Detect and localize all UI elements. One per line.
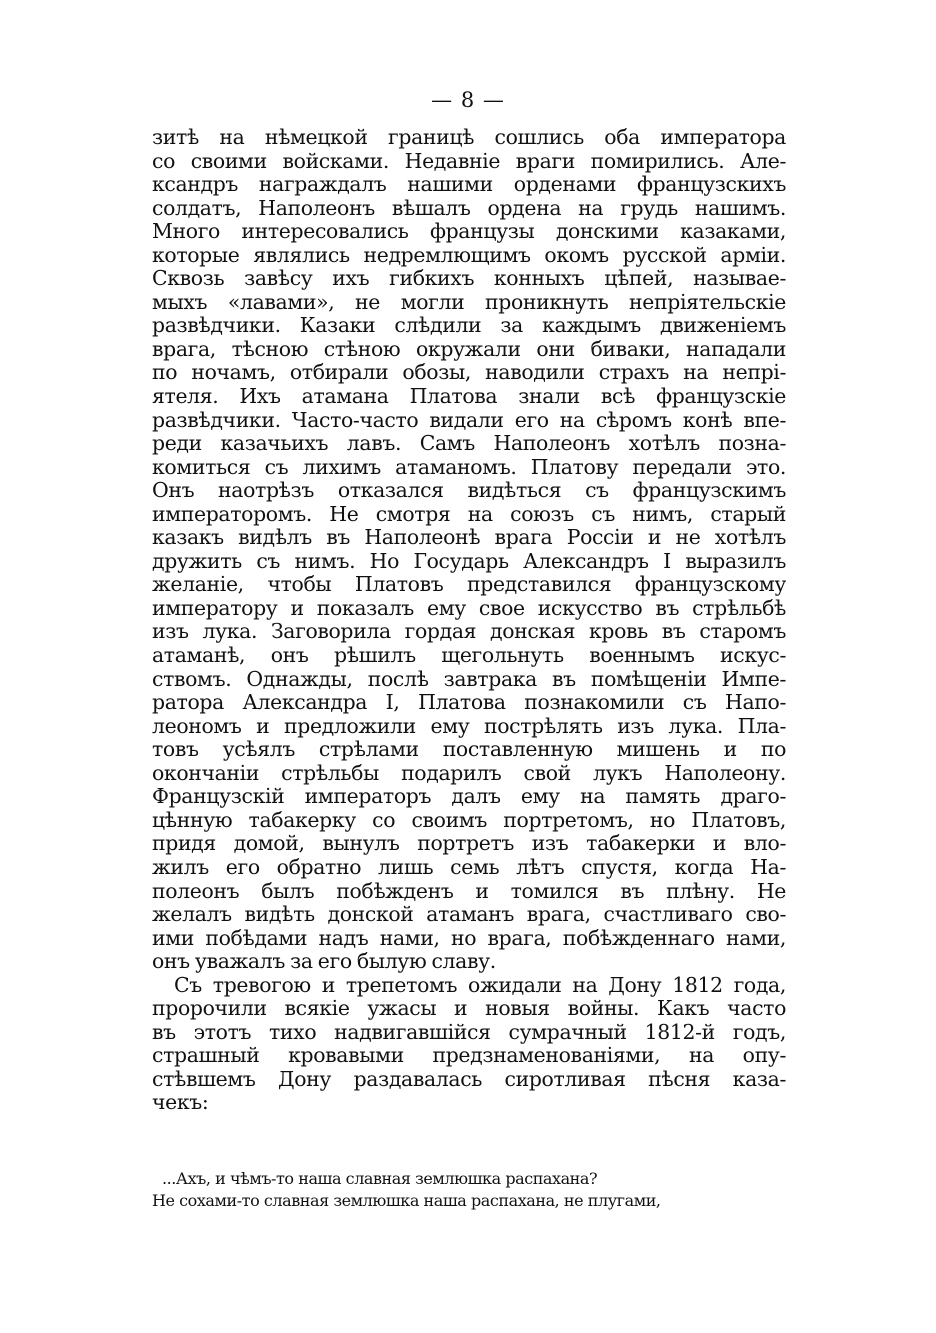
text-line: реди казачьихъ лавъ. Самъ Наполеонъ хотѣлъ позна- bbox=[152, 432, 786, 456]
text-line: ятеля. Ихъ атамана Платова знали всѣ французскіе bbox=[152, 385, 786, 409]
text-line: дружить съ нимъ. Но Государь Александръ I выразилъ bbox=[152, 549, 786, 573]
text-line: ими побѣдами надъ нами, но врага, побѣжденнаго нами, bbox=[152, 926, 786, 950]
text-line: со своими войсками. Недавніе враги помирились. Але- bbox=[152, 149, 786, 173]
text-line: онъ уважалъ за его былую славу. bbox=[152, 950, 496, 974]
text-line: Съ тревогою и трепетомъ ожидали на Дону 1812 года, bbox=[174, 973, 786, 997]
text-line: развѣдчики. Часто-часто видали его на сѣромъ конѣ впе- bbox=[152, 408, 786, 432]
text-line: страшный кровавыми предзнаменованіями, на опу- bbox=[152, 1044, 786, 1068]
text-line: желалъ видѣть донской атаманъ врага, счастливаго сво- bbox=[152, 903, 786, 927]
text-line: солдатъ, Наполеонъ вѣшалъ ордена на грудь нашимъ. bbox=[152, 196, 786, 220]
text-line: окончаніи стрѣльбы подарилъ свой лукъ Наполеону. bbox=[152, 761, 786, 785]
verse-line: ...Ахъ, и чѣмъ-то наша славная землюшка распахана? bbox=[162, 1169, 598, 1188]
text-line: которые являлись недремлющимъ окомъ русской арміи. bbox=[152, 243, 786, 267]
text-line: Французскій императоръ далъ ему на память драго- bbox=[152, 785, 786, 809]
text-line: ксандръ награждалъ нашими орденами французскихъ bbox=[152, 173, 786, 197]
text-line: Онъ наотрѣзъ отказался видѣться съ французскимъ bbox=[152, 479, 786, 503]
text-line: пророчили всякіе ужасы и новыя войны. Какъ часто bbox=[152, 997, 786, 1021]
text-line: врага, тѣсною стѣною окружали они биваки, нападали bbox=[152, 337, 786, 361]
text-line: желаніе, чтобы Платовъ представился французскому bbox=[152, 573, 786, 597]
text-line: ствомъ. Однажды, послѣ завтрака въ помѣщеніи Импе- bbox=[152, 667, 786, 691]
text-line: чекъ: bbox=[152, 1091, 209, 1115]
text-line: Сквозь завѣсу ихъ гибкихъ конныхъ цѣпей, называе- bbox=[152, 267, 786, 291]
song-verse bbox=[152, 1168, 792, 1212]
text-line: развѣдчики. Казаки слѣдили за каждымъ движеніемъ bbox=[152, 314, 786, 338]
text-line: товъ усѣялъ стрѣлами поставленную мишень и по bbox=[152, 738, 786, 762]
text-line: императоромъ. Не смотря на союзъ съ нимъ, старый bbox=[152, 502, 786, 526]
verse-line: Не сохами-то славная землюшка наша распахана, не плугами, bbox=[152, 1191, 661, 1210]
text-line: цѣнную табакерку со своимъ портретомъ, но Платовъ, bbox=[152, 808, 786, 832]
page-number: — 8 — bbox=[431, 88, 505, 112]
text-line: въ этотъ тихо надвигавшійся сумрачный 1812-й годъ, bbox=[152, 1020, 786, 1044]
text-line: мыхъ «лавами», не могли проникнуть непріятельскіе bbox=[152, 290, 786, 314]
text-line: полеонъ былъ побѣжденъ и томился въ плѣну. Не bbox=[152, 879, 786, 903]
text-line: по ночамъ, отбирали обозы, наводили страхъ на непрі- bbox=[152, 361, 786, 385]
text-line: атаманѣ, онъ рѣшилъ щегольнуть военнымъ искус- bbox=[152, 644, 786, 668]
text-line: жилъ его обратно лишь семь лѣтъ спустя, когда На- bbox=[152, 855, 786, 879]
text-line: придя домой, вынулъ портретъ изъ табакерки и вло- bbox=[152, 832, 786, 856]
text-line: комиться съ лихимъ атаманомъ. Платову передали это. bbox=[152, 455, 786, 479]
text-line: казакъ видѣлъ въ Наполеонѣ врага Россіи и не хотѣлъ bbox=[152, 526, 786, 550]
text-line: изъ лука. Заговорила гордая донская кровь въ старомъ bbox=[152, 620, 786, 644]
text-line: Много интересовались французы донскими казаками, bbox=[152, 220, 786, 244]
text-line: императору и показалъ ему свое искусство въ стрѣльбѣ bbox=[152, 596, 786, 620]
text-line: стѣвшемъ Дону раздавалась сиротливая пѣсня каза- bbox=[152, 1067, 786, 1091]
text-line: леономъ и предложили ему пострѣлять изъ лука. Пла- bbox=[152, 714, 786, 738]
main-text bbox=[152, 126, 786, 1115]
text-line: зитѣ на нѣмецкой границѣ сошлись оба императора bbox=[152, 126, 786, 149]
text-line: ратора Александра I, Платова познакомили съ Напо- bbox=[152, 691, 786, 715]
